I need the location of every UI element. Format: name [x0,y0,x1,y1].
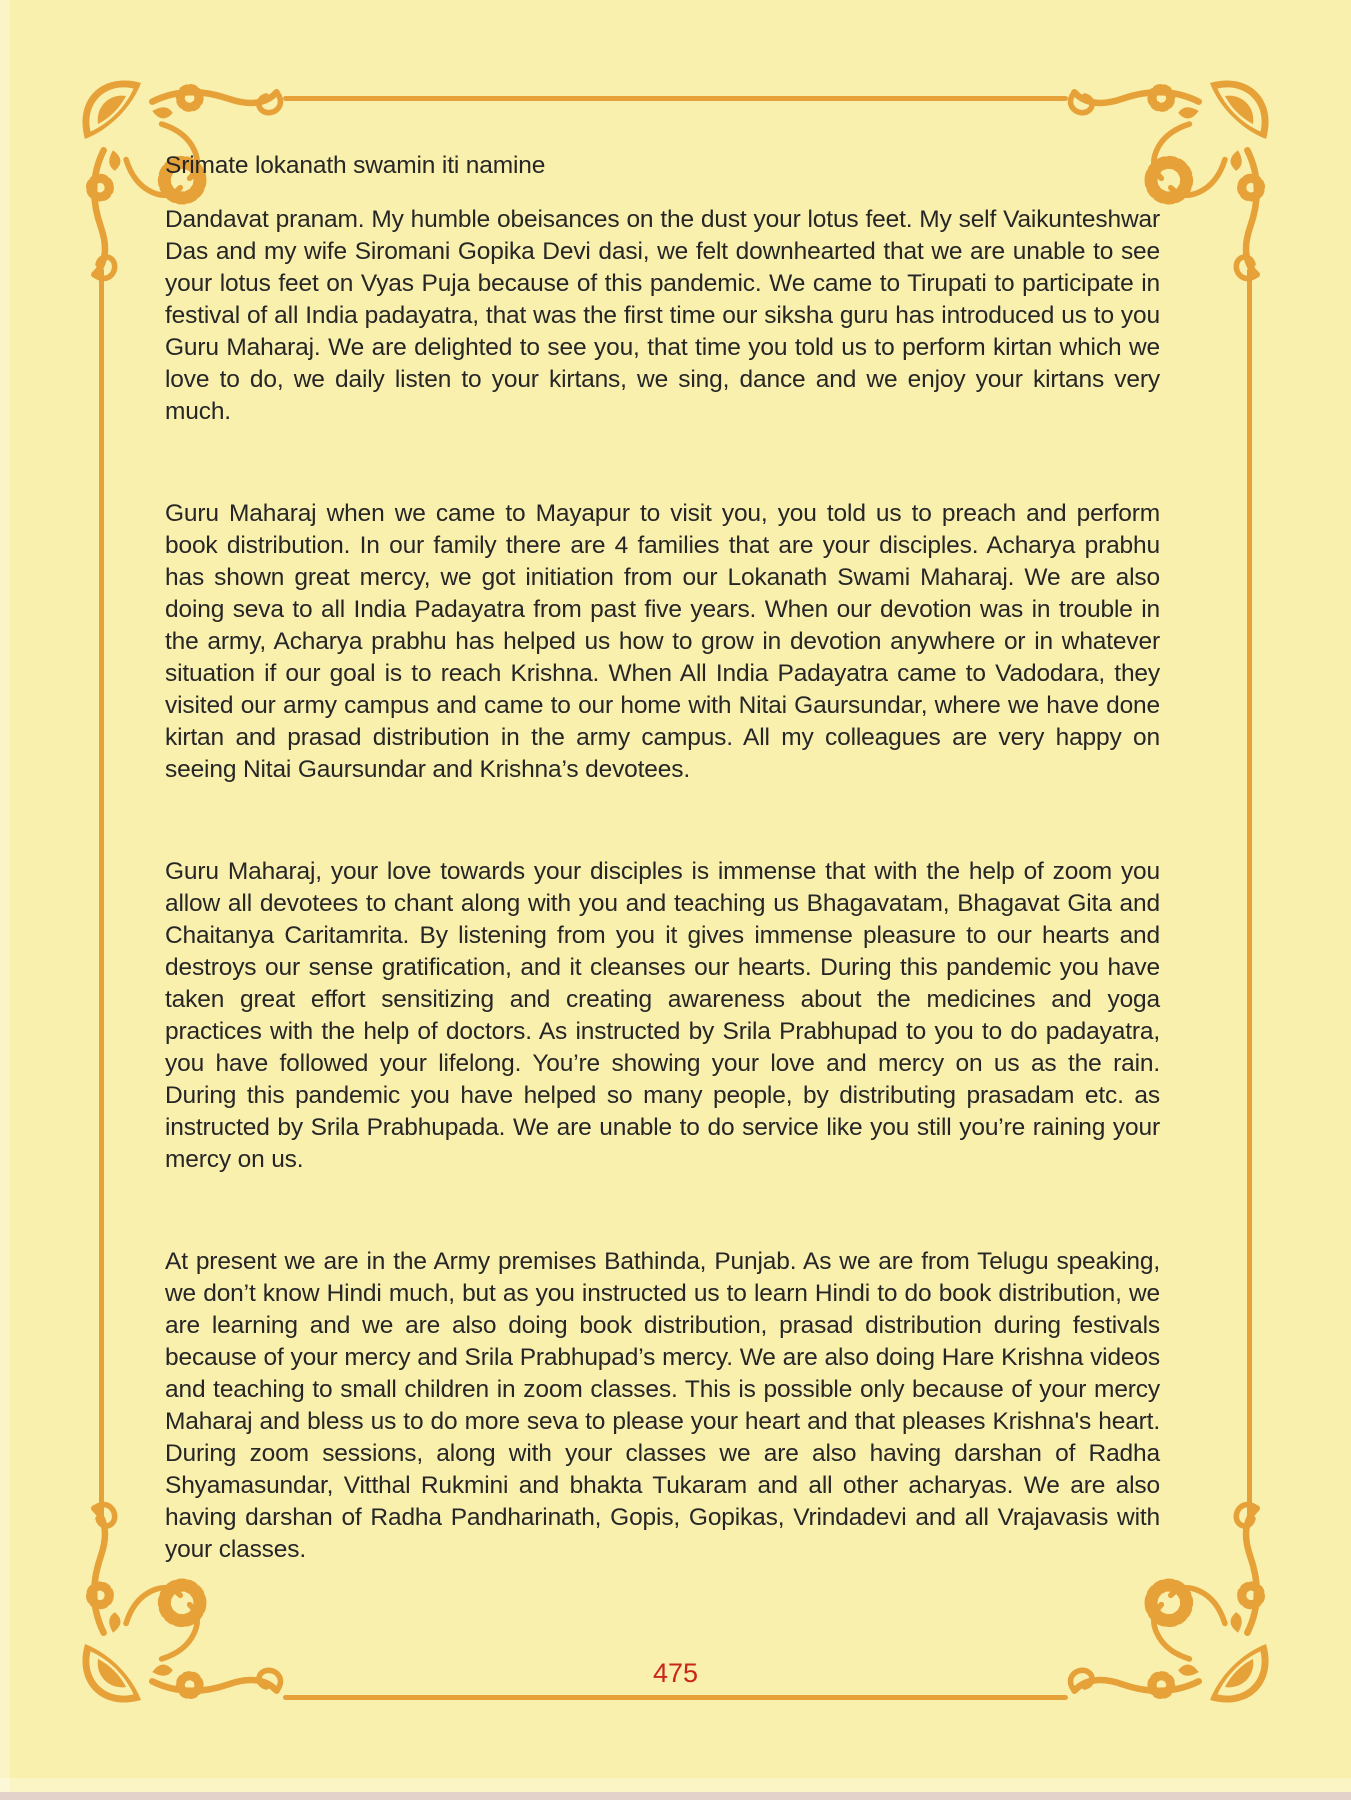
scan-edge-bottom-light [0,1778,1351,1792]
letter-paragraph-4: At present we are in the Army premises Bathinda, Punjab. As we are from Telugu speaking, we don’t know Hindi much, but as you instructed us to learn Hindi to do book distribution, we are learning and we are also doing book distribution, prasad distribution during festivals because of your mercy and Srila Prabhupad’s mercy. We are also doing Hare Krishna videos and teaching to small children in zoom classes. This is possible only because of your mercy Maharaj and bless us to do more seva to please your heart and that pleases Krishna's heart. During zoom sessions, along with your classes we are also having darshan of Radha Shyamasundar, Vitthal Rukmini and bhakta Tukaram and all other acharyas. We are also having darshan of Radha Pandharinath, Gopis, Gopikas, Vrindadevi and all Vrajavasis with your classes. [165,1248,1160,1563]
letter-salutation: Srimate lokanath swamin iti namine [165,152,546,179]
scan-edge-bottom [0,1792,1351,1800]
page-number: 475 [652,1658,699,1688]
scan-edge-left [0,0,10,1800]
frame-line-left [99,268,104,1520]
letter-body [165,150,1160,1566]
letter-paragraph-2: Guru Maharaj when we came to Mayapur to visit you, you told us to preach and perform book distribution. In our family there are 4 families that are your disciples. Acharya prabhu has shown great mercy, we got initiation from our Lokanath Swami Maharaj. We are also doing seva to all India Padayatra from past five years. When our devotion was in trouble in the army, Acharya prabhu has helped us how to grow in devotion anywhere or in whatever situation if our goal is to reach Krishna. When All India Padayatra came to Vadodara, they visited our army campus and came to our home with Nitai Gaursundar, where we have done kirtan and prasad distribution in the army campus. All my colleagues are very happy on seeing Nitai Gaursundar and Krishna’s devotees. [165,500,1160,783]
frame-line-bottom [283,1695,1068,1700]
letter-paragraph-3: Guru Maharaj, your love towards your disciples is immense that with the help of zoom you allow all devotees to chant along with you and teaching us Bhagavatam, Bhagavat Gita and Chaitanya Caritamrita. By listening from you it gives immense pleasure to our hearts and destroys our sense gratification, and it cleanses our hearts. During this pandemic you have taken great effort sensitizing and creating awareness about the medicines and yoga practices with the help of doctors. As instructed by Srila Prabhupad to you to do padayatra, you have followed your lifelong. You’re showing your love and mercy on us as the rain. During this pandemic you have helped so many people, by distributing prasadam etc. as instructed by Srila Prabhupada. We are unable to do service like you still you’re raining your mercy on us. [165,858,1160,1173]
frame-line-right [1247,268,1252,1520]
letter-paragraph-1: Dandavat pranam. My humble obeisances on the dust your lotus feet. My self Vaikunteshwar Das and my wife Siromani Gopika Devi dasi, we felt downhearted that we are unable to see your lotus feet on Vyas Puja because of this pandemic. We came to Tirupati to participate in festival of all India padayatra, that was the first time our siksha guru has introduced us to you Guru Maharaj. We are delighted to see you, that time you told us to perform kirtan which we love to do, we daily listen to your kirtans, we sing, dance and we enjoy your kirtans very much. [165,206,1160,425]
frame-line-top [283,96,1068,101]
